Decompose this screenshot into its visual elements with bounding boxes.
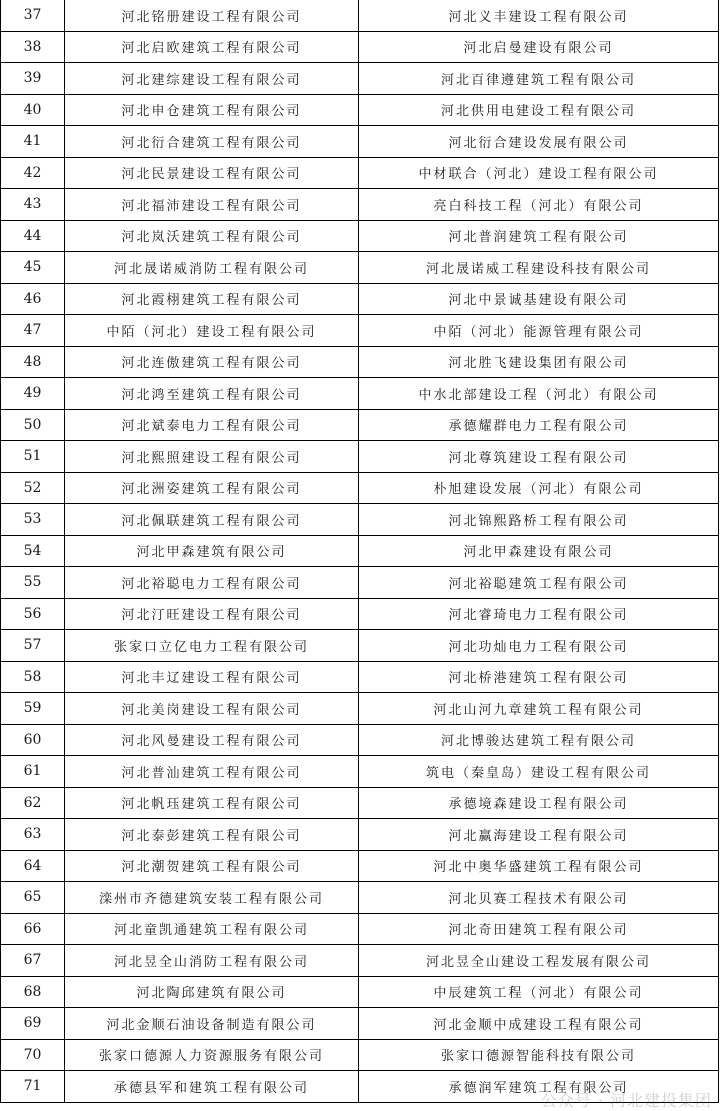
row-number: 42	[1, 157, 65, 189]
company-name-left: 河北丰辽建设工程有限公司	[65, 661, 359, 693]
row-number: 69	[1, 1008, 65, 1040]
table-row	[1, 787, 719, 819]
company-name-left: 中陌（河北）建设工程有限公司	[65, 315, 359, 347]
table-row	[1, 0, 719, 31]
table-row	[1, 63, 719, 95]
company-name-left: 河北岚沃建筑工程有限公司	[65, 220, 359, 252]
row-number: 38	[1, 31, 65, 63]
company-name-left: 张家口德源人力资源服务有限公司	[65, 1039, 359, 1071]
row-number: 60	[1, 724, 65, 756]
company-name-left: 河北铭册建设工程有限公司	[65, 0, 359, 31]
table-row	[1, 819, 719, 851]
company-name-left: 河北童凯通建筑工程有限公司	[65, 913, 359, 945]
company-name-right: 承德境森建设工程有限公司	[359, 787, 719, 819]
table-row	[1, 724, 719, 756]
row-number: 41	[1, 126, 65, 158]
table-row	[1, 850, 719, 882]
company-name-right: 河北山河九章建筑工程有限公司	[359, 693, 719, 725]
company-name-left: 河北普汕建筑工程有限公司	[65, 756, 359, 788]
company-name-right: 中水北部建设工程（河北）有限公司	[359, 378, 719, 410]
company-name-right: 河北衍合建设发展有限公司	[359, 126, 719, 158]
company-name-left: 河北陶邱建筑有限公司	[65, 976, 359, 1008]
table-row	[1, 1008, 719, 1040]
row-number: 61	[1, 756, 65, 788]
row-number: 50	[1, 409, 65, 441]
company-name-left: 河北衍合建筑工程有限公司	[65, 126, 359, 158]
table-row	[1, 189, 719, 221]
company-name-right: 河北启曼建设有限公司	[359, 31, 719, 63]
table-row	[1, 1039, 719, 1071]
watermark: 公众号 · 河北建投集团	[540, 1091, 712, 1110]
table-row	[1, 913, 719, 945]
company-name-right: 河北功灿电力工程有限公司	[359, 630, 719, 662]
row-number: 70	[1, 1039, 65, 1071]
table-row	[1, 598, 719, 630]
row-number: 53	[1, 504, 65, 536]
company-name-right: 中辰建筑工程（河北）有限公司	[359, 976, 719, 1008]
company-name-left: 河北斌泰电力工程有限公司	[65, 409, 359, 441]
company-name-left: 河北申仓建筑工程有限公司	[65, 94, 359, 126]
company-name-left: 河北福沛建设工程有限公司	[65, 189, 359, 221]
table-row	[1, 882, 719, 914]
company-name-right: 河北贝赛工程技术有限公司	[359, 882, 719, 914]
row-number: 65	[1, 882, 65, 914]
company-name-left: 河北帆珏建筑工程有限公司	[65, 787, 359, 819]
row-number: 39	[1, 63, 65, 95]
row-number: 57	[1, 630, 65, 662]
row-number: 68	[1, 976, 65, 1008]
company-name-left: 河北霞栩建筑工程有限公司	[65, 283, 359, 315]
table-row	[1, 567, 719, 599]
row-number: 59	[1, 693, 65, 725]
table-row	[1, 535, 719, 567]
table-row	[1, 756, 719, 788]
table-row	[1, 441, 719, 473]
company-name-right: 河北尊筑建设工程有限公司	[359, 441, 719, 473]
table-row	[1, 409, 719, 441]
table-row	[1, 504, 719, 536]
table-row	[1, 472, 719, 504]
table-row	[1, 252, 719, 284]
row-number: 51	[1, 441, 65, 473]
company-name-right: 河北博骏达建筑工程有限公司	[359, 724, 719, 756]
company-name-left: 河北民景建设工程有限公司	[65, 157, 359, 189]
table-row	[1, 283, 719, 315]
company-name-left: 河北熙照建设工程有限公司	[65, 441, 359, 473]
company-name-right: 河北奇田建筑工程有限公司	[359, 913, 719, 945]
table-row	[1, 661, 719, 693]
company-name-left: 河北晟诺威消防工程有限公司	[65, 252, 359, 284]
table-row	[1, 126, 719, 158]
row-number: 66	[1, 913, 65, 945]
company-name-right: 河北金顺中成建设工程有限公司	[359, 1008, 719, 1040]
company-name-right: 河北中景诚基建设有限公司	[359, 283, 719, 315]
company-name-left: 河北洲姿建筑工程有限公司	[65, 472, 359, 504]
company-name-right: 河北普润建筑工程有限公司	[359, 220, 719, 252]
row-number: 48	[1, 346, 65, 378]
company-name-left: 河北裕聪电力工程有限公司	[65, 567, 359, 599]
company-name-left: 河北汀旺建设工程有限公司	[65, 598, 359, 630]
company-name-right: 河北桥港建筑工程有限公司	[359, 661, 719, 693]
company-name-left: 河北泰彭建筑工程有限公司	[65, 819, 359, 851]
company-name-left: 滦州市齐德建筑安装工程有限公司	[65, 882, 359, 914]
company-name-right: 承德耀群电力工程有限公司	[359, 409, 719, 441]
company-name-right: 承德润军建筑工程有限公司	[359, 1071, 719, 1103]
row-number: 49	[1, 378, 65, 410]
row-number: 37	[1, 0, 65, 31]
company-name-right: 河北晟诺威工程建设科技有限公司	[359, 252, 719, 284]
company-name-right: 河北裕聪建筑工程有限公司	[359, 567, 719, 599]
company-name-left: 河北建综建设工程有限公司	[65, 63, 359, 95]
company-name-left: 河北佩联建筑工程有限公司	[65, 504, 359, 536]
company-name-left: 河北金顺石油设备制造有限公司	[65, 1008, 359, 1040]
table-row	[1, 945, 719, 977]
company-name-right: 中陌（河北）能源管理有限公司	[359, 315, 719, 347]
company-name-left: 河北潮贺建筑工程有限公司	[65, 850, 359, 882]
company-name-left: 河北甲森建筑有限公司	[65, 535, 359, 567]
row-number: 46	[1, 283, 65, 315]
company-name-right: 河北甲森建设有限公司	[359, 535, 719, 567]
company-name-right: 张家口德源智能科技有限公司	[359, 1039, 719, 1071]
company-name-right: 河北供用电建设工程有限公司	[359, 94, 719, 126]
row-number: 55	[1, 567, 65, 599]
row-number: 63	[1, 819, 65, 851]
company-name-right: 朴旭建设发展（河北）有限公司	[359, 472, 719, 504]
company-name-left: 河北风曼建设工程有限公司	[65, 724, 359, 756]
table-row	[1, 693, 719, 725]
row-number: 44	[1, 220, 65, 252]
table-row	[1, 315, 719, 347]
company-name-right: 河北中奥华盛建筑工程有限公司	[359, 850, 719, 882]
table-row	[1, 31, 719, 63]
row-number: 56	[1, 598, 65, 630]
company-name-left: 河北昱全山消防工程有限公司	[65, 945, 359, 977]
row-number: 45	[1, 252, 65, 284]
company-name-right: 筑电（秦皇岛）建设工程有限公司	[359, 756, 719, 788]
table-row	[1, 94, 719, 126]
company-name-right: 河北百律遵建筑工程有限公司	[359, 63, 719, 95]
row-number: 52	[1, 472, 65, 504]
company-name-left: 河北启欧建筑工程有限公司	[65, 31, 359, 63]
table-row	[1, 976, 719, 1008]
company-name-right: 河北锦熙路桥工程有限公司	[359, 504, 719, 536]
company-name-left: 河北美岗建设工程有限公司	[65, 693, 359, 725]
company-table-body	[1, 0, 719, 1102]
company-name-right: 河北睿琦电力工程有限公司	[359, 598, 719, 630]
company-name-right: 中材联合（河北）建设工程有限公司	[359, 157, 719, 189]
company-name-right: 河北义丰建设工程有限公司	[359, 0, 719, 31]
row-number: 47	[1, 315, 65, 347]
table-row	[1, 157, 719, 189]
company-name-right: 河北昱全山建设工程发展有限公司	[359, 945, 719, 977]
table-row	[1, 220, 719, 252]
row-number: 67	[1, 945, 65, 977]
company-name-right: 河北胜飞建设集团有限公司	[359, 346, 719, 378]
company-name-left: 河北鸿至建筑工程有限公司	[65, 378, 359, 410]
company-name-left: 张家口立亿电力工程有限公司	[65, 630, 359, 662]
company-name-right: 河北赢海建设工程有限公司	[359, 819, 719, 851]
row-number: 58	[1, 661, 65, 693]
company-name-left: 承德县军和建筑工程有限公司	[65, 1071, 359, 1103]
row-number: 40	[1, 94, 65, 126]
company-name-right: 亮白科技工程（河北）有限公司	[359, 189, 719, 221]
row-number: 43	[1, 189, 65, 221]
table-row	[1, 630, 719, 662]
table-row	[1, 346, 719, 378]
company-name-left: 河北连傲建筑工程有限公司	[65, 346, 359, 378]
row-number: 54	[1, 535, 65, 567]
row-number: 71	[1, 1071, 65, 1103]
row-number: 64	[1, 850, 65, 882]
row-number: 62	[1, 787, 65, 819]
table-row	[1, 378, 719, 410]
